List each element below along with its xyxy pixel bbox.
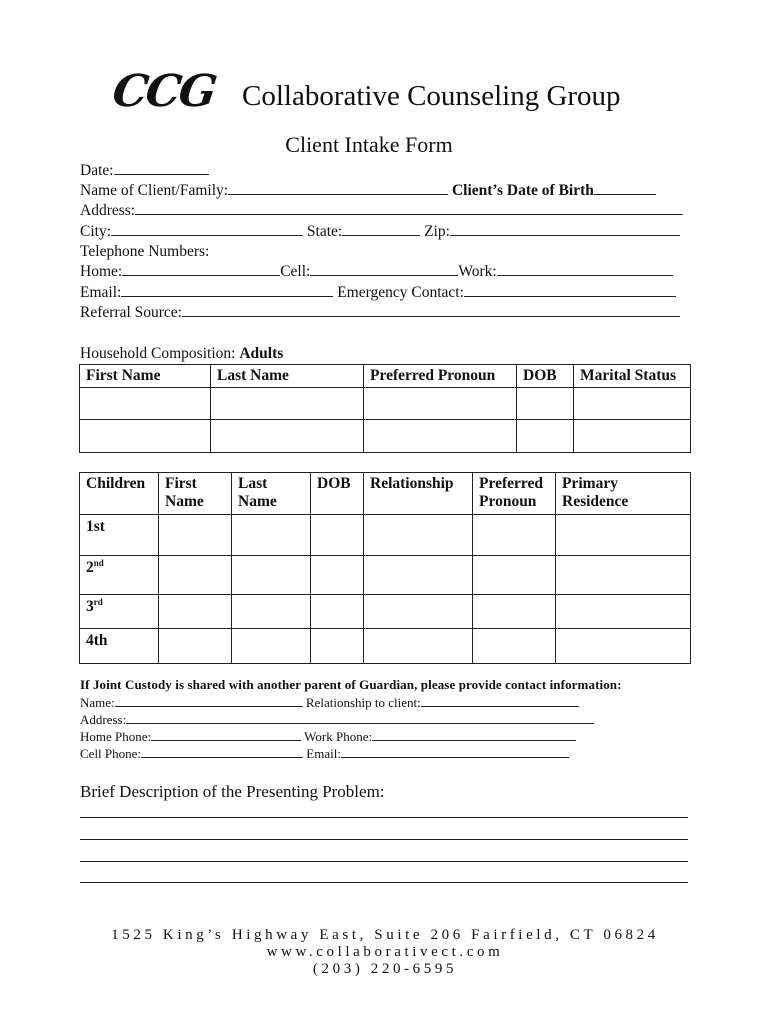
adults-col-pronoun: Preferred Pronoun (364, 365, 517, 388)
date-field[interactable] (114, 162, 209, 175)
adults-col-marital-status: Marital Status (574, 365, 691, 388)
table-cell[interactable] (232, 515, 311, 556)
table-cell[interactable] (364, 420, 517, 453)
custody-relationship-field[interactable] (421, 696, 579, 707)
table-cell[interactable] (556, 556, 691, 595)
table-row (80, 515, 691, 556)
children-header-row (80, 473, 691, 515)
table-cell[interactable] (364, 595, 473, 629)
emergency-label: Emergency Contact: (337, 284, 464, 301)
custody-work-phone-field[interactable] (372, 730, 576, 741)
table-cell[interactable] (574, 420, 691, 453)
table-cell[interactable] (556, 595, 691, 629)
table-cell[interactable] (473, 629, 556, 664)
address-field[interactable] (135, 202, 683, 215)
client-name-field[interactable] (228, 182, 448, 195)
table-cell[interactable] (473, 515, 556, 556)
custody-phone-row (80, 729, 576, 745)
custody-relationship-label: Relationship to client: (305, 695, 421, 710)
adults-header-row (80, 365, 691, 388)
phones-row (80, 263, 673, 281)
table-cell[interactable] (517, 388, 574, 420)
table-cell[interactable] (364, 556, 473, 595)
household-label: Household Composition: (80, 345, 236, 362)
referral-field[interactable] (182, 304, 680, 317)
custody-work-phone-label: Work Phone: (304, 729, 373, 744)
city-field[interactable] (111, 223, 303, 236)
dob-label: Client’s Date of Birth (451, 182, 594, 199)
table-cell[interactable] (574, 388, 691, 420)
table-cell[interactable] (159, 515, 232, 556)
problem-line-2[interactable] (80, 838, 688, 840)
table-row (80, 556, 691, 595)
table-cell[interactable] (159, 595, 232, 629)
custody-cell-phone-label: Cell Phone: (80, 746, 142, 761)
table-cell[interactable] (311, 556, 364, 595)
table-cell[interactable] (311, 595, 364, 629)
custody-email-field[interactable] (341, 747, 569, 758)
table-row (80, 388, 691, 420)
custody-name-row (80, 695, 579, 711)
adults-col-last-name: Last Name (211, 365, 364, 388)
footer-address: 1525 King’s Highway East, Suite 206 Fairfield, CT 06824 (111, 927, 659, 943)
custody-home-phone-label: Home Phone: (80, 729, 152, 744)
table-cell[interactable] (80, 388, 211, 420)
adults-table (79, 364, 691, 453)
work-field[interactable] (497, 263, 673, 276)
footer-phone: (203) 220-6595 (312, 961, 458, 977)
state-label: State: (306, 223, 343, 240)
custody-cell-phone-field[interactable] (141, 747, 303, 758)
date-row (80, 162, 209, 180)
custody-address-row (80, 712, 594, 728)
work-label: Work: (458, 263, 497, 280)
org-name: Collaborative Counseling Group (242, 80, 621, 112)
table-cell[interactable] (473, 595, 556, 629)
table-cell[interactable] (364, 388, 517, 420)
table-cell[interactable] (517, 420, 574, 453)
table-cell[interactable] (159, 556, 232, 595)
problem-line-1[interactable] (80, 816, 688, 818)
custody-home-phone-field[interactable] (151, 730, 301, 741)
name-row (80, 182, 656, 200)
table-cell[interactable] (232, 595, 311, 629)
table-row (80, 629, 691, 664)
table-cell[interactable] (80, 420, 211, 453)
footer-website[interactable]: www.collaborativect.com (266, 944, 504, 960)
referral-label: Referral Source: (80, 304, 182, 321)
children-table (79, 472, 691, 664)
table-row (80, 420, 691, 453)
cell-label: Cell: (280, 263, 311, 280)
table-cell[interactable] (211, 388, 364, 420)
table-cell[interactable] (232, 556, 311, 595)
telephone-heading: Telephone Numbers: (80, 243, 210, 260)
table-cell[interactable] (159, 629, 232, 664)
zip-label: Zip: (424, 223, 450, 240)
adults-col-dob: DOB (517, 365, 574, 388)
client-name-label: Name of Client/Family: (80, 182, 229, 199)
table-cell[interactable] (211, 420, 364, 453)
referral-row (80, 304, 680, 322)
table-row (80, 595, 691, 629)
state-field[interactable] (342, 223, 420, 236)
child-row-label: 1st (80, 515, 159, 556)
address-label: Address: (80, 202, 136, 219)
problem-line-3[interactable] (80, 860, 688, 862)
custody-address-label: Address: (80, 712, 127, 727)
email-field[interactable] (121, 284, 333, 297)
address-row (80, 202, 683, 220)
email-label: Email: (80, 284, 122, 301)
ccg-logo: CCG (109, 66, 219, 117)
home-label: Home: (80, 263, 123, 280)
child-row-label: 3rd (80, 595, 159, 629)
children-col-dob: DOB (311, 473, 364, 515)
custody-name-field[interactable] (115, 696, 303, 707)
custody-address-field[interactable] (126, 713, 594, 724)
custody-name-label: Name: (80, 695, 115, 710)
adults-col-first-name: First Name (80, 365, 211, 388)
table-cell[interactable] (473, 556, 556, 595)
date-label: Date: (80, 162, 114, 179)
table-cell[interactable] (311, 515, 364, 556)
table-cell[interactable] (311, 629, 364, 664)
children-col-pronoun: Preferred Pronoun (473, 473, 556, 515)
custody-heading: If Joint Custody is shared with another parent of Guardian, please provide contact information: (80, 677, 622, 692)
custody-email-label: Email: (306, 746, 341, 761)
table-cell[interactable] (232, 629, 311, 664)
table-cell[interactable] (364, 629, 473, 664)
custody-cell-row (80, 746, 569, 762)
cell-field[interactable] (310, 263, 458, 276)
children-col-children: Children (80, 473, 159, 515)
children-col-relationship: Relationship (364, 473, 473, 515)
table-cell[interactable] (556, 629, 691, 664)
child-row-label: 2nd (80, 556, 159, 595)
city-row (80, 223, 680, 241)
dob-field[interactable] (594, 182, 656, 195)
table-cell[interactable] (364, 515, 473, 556)
household-heading (80, 345, 283, 363)
email-row (80, 284, 676, 302)
emergency-field[interactable] (464, 284, 676, 297)
table-cell[interactable] (556, 515, 691, 556)
problem-line-4[interactable] (80, 881, 688, 883)
home-field[interactable] (122, 263, 280, 276)
zip-field[interactable] (450, 223, 680, 236)
household-adults-label: Adults (239, 345, 284, 362)
problem-label: Brief Description of the Presenting Problem: (80, 782, 385, 801)
form-title: Client Intake Form (285, 132, 453, 157)
child-row-label: 4th (80, 629, 159, 664)
children-col-residence: Primary Residence (556, 473, 691, 515)
city-label: City: (80, 223, 112, 240)
children-col-first-name: First Name (159, 473, 232, 515)
children-col-last-name: Last Name (232, 473, 311, 515)
